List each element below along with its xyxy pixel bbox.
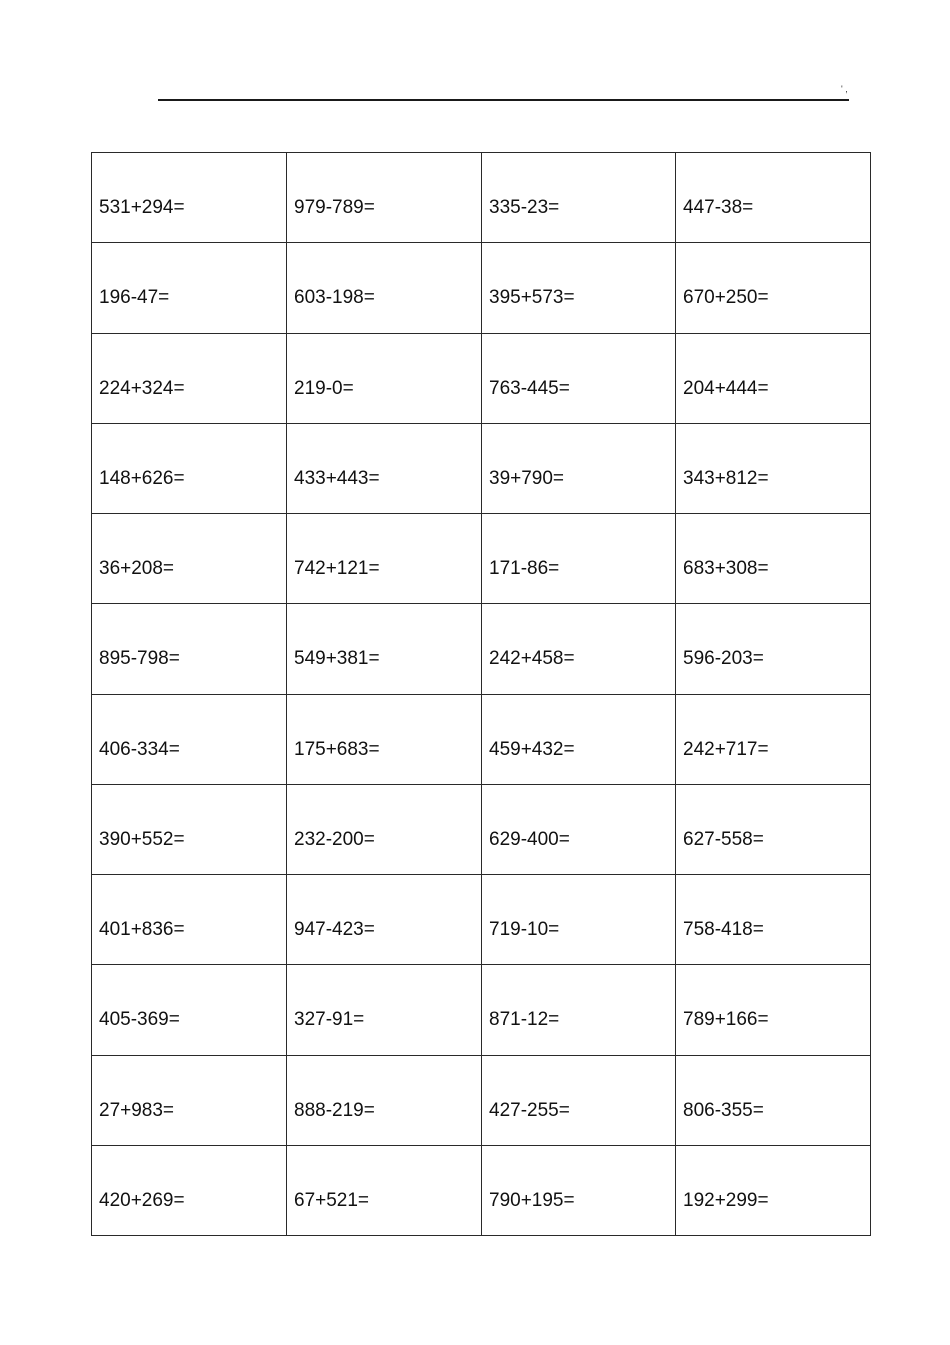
table-row [92,333,871,423]
problem-text: 683+308= [683,558,769,579]
problem-cell [482,243,676,333]
problem-cell [92,1055,287,1145]
problem-cell [676,784,871,874]
problem-text: 148+626= [99,467,185,489]
header-mark: ' , [841,84,848,94]
problem-cell [92,1145,287,1235]
problem-cell [287,694,482,784]
problem-cell [287,604,482,694]
problem-text: 401+836= [99,919,185,940]
problem-text: 742+121= [294,558,380,579]
problem-cell [676,1055,871,1145]
problem-cell [92,965,287,1055]
problem-cell [482,784,676,874]
table-row [92,243,871,333]
problem-text: 192+299= [683,1189,769,1211]
problem-text: 406-334= [99,738,180,760]
problem-cell [287,1145,482,1235]
problem-text: 219-0= [294,377,354,399]
problem-text: 596-203= [683,648,764,670]
problem-text: 979-789= [294,197,375,218]
problem-text: 947-423= [294,919,375,940]
problem-text: 427-255= [489,1099,570,1121]
problem-text: 175+683= [294,738,380,760]
problem-cell [482,333,676,423]
problem-cell [287,965,482,1055]
problem-cell [92,423,287,513]
problem-text: 335-23= [489,197,560,218]
table-row [92,153,871,243]
table-row [92,1055,871,1145]
problem-cell [676,243,871,333]
problem-text: 895-798= [99,648,180,670]
problem-cell [676,333,871,423]
problem-cell [92,243,287,333]
problem-cell [92,604,287,694]
problem-cell [676,694,871,784]
problem-cell [482,694,676,784]
problem-text: 871-12= [489,1009,560,1031]
table-row [92,965,871,1055]
problem-text: 327-91= [294,1009,365,1031]
problem-text: 531+294= [99,197,185,218]
problem-text: 204+444= [683,377,769,399]
problem-text: 27+983= [99,1099,175,1121]
problem-cell [287,153,482,243]
table-row [92,1145,871,1235]
problem-cell [92,153,287,243]
problem-cell [92,694,287,784]
problem-cell [676,153,871,243]
problem-cell [676,965,871,1055]
problem-cell [287,784,482,874]
problem-text: 758-418= [683,919,764,940]
problem-cell [676,875,871,965]
problem-text: 549+381= [294,648,380,670]
problem-text: 390+552= [99,828,185,850]
problem-cell [482,604,676,694]
problem-cell [92,784,287,874]
problem-cell [92,333,287,423]
problem-text: 39+790= [489,467,565,489]
problem-cell [482,965,676,1055]
problem-text: 196-47= [99,287,170,309]
header-rule [158,99,849,101]
problem-cell [287,333,482,423]
problem-text: 603-198= [294,287,375,309]
problem-cell [482,875,676,965]
problem-text: 888-219= [294,1099,375,1121]
problem-cell [287,1055,482,1145]
problem-cell [676,1145,871,1235]
problem-cell [482,514,676,604]
problem-text: 405-369= [99,1009,180,1031]
problem-text: 67+521= [294,1189,370,1211]
problem-text: 447-38= [683,197,754,218]
problem-cell [482,1055,676,1145]
problem-text: 459+432= [489,738,575,760]
problem-text: 763-445= [489,377,570,399]
problem-cell [482,1145,676,1235]
problem-text: 232-200= [294,828,375,850]
problem-text: 790+195= [489,1189,575,1211]
problem-cell [287,423,482,513]
problem-cell [287,514,482,604]
problem-text: 806-355= [683,1099,764,1121]
problem-text: 395+573= [489,287,575,309]
table-row [92,514,871,604]
problem-cell [92,514,287,604]
problem-text: 433+443= [294,467,380,489]
problem-text: 171-86= [489,558,560,579]
problem-text: 343+812= [683,467,769,489]
problem-cell [482,423,676,513]
problem-cell [287,875,482,965]
problem-cell [676,604,871,694]
table-row [92,604,871,694]
problem-text: 719-10= [489,919,560,940]
arithmetic-worksheet [91,152,871,1236]
problem-text: 420+269= [99,1189,185,1211]
problem-cell [676,514,871,604]
problem-text: 670+250= [683,287,769,309]
table-row [92,784,871,874]
problem-cell [287,243,482,333]
problem-cell [482,153,676,243]
table-row [92,875,871,965]
problem-cell [92,875,287,965]
problem-text: 629-400= [489,828,570,850]
problem-text: 789+166= [683,1009,769,1031]
problem-text: 242+717= [683,738,769,760]
table-row [92,423,871,513]
problem-text: 627-558= [683,828,764,850]
problem-cell [676,423,871,513]
problem-text: 36+208= [99,558,175,579]
problem-text: 224+324= [99,377,185,399]
problem-text: 242+458= [489,648,575,670]
table-row [92,694,871,784]
